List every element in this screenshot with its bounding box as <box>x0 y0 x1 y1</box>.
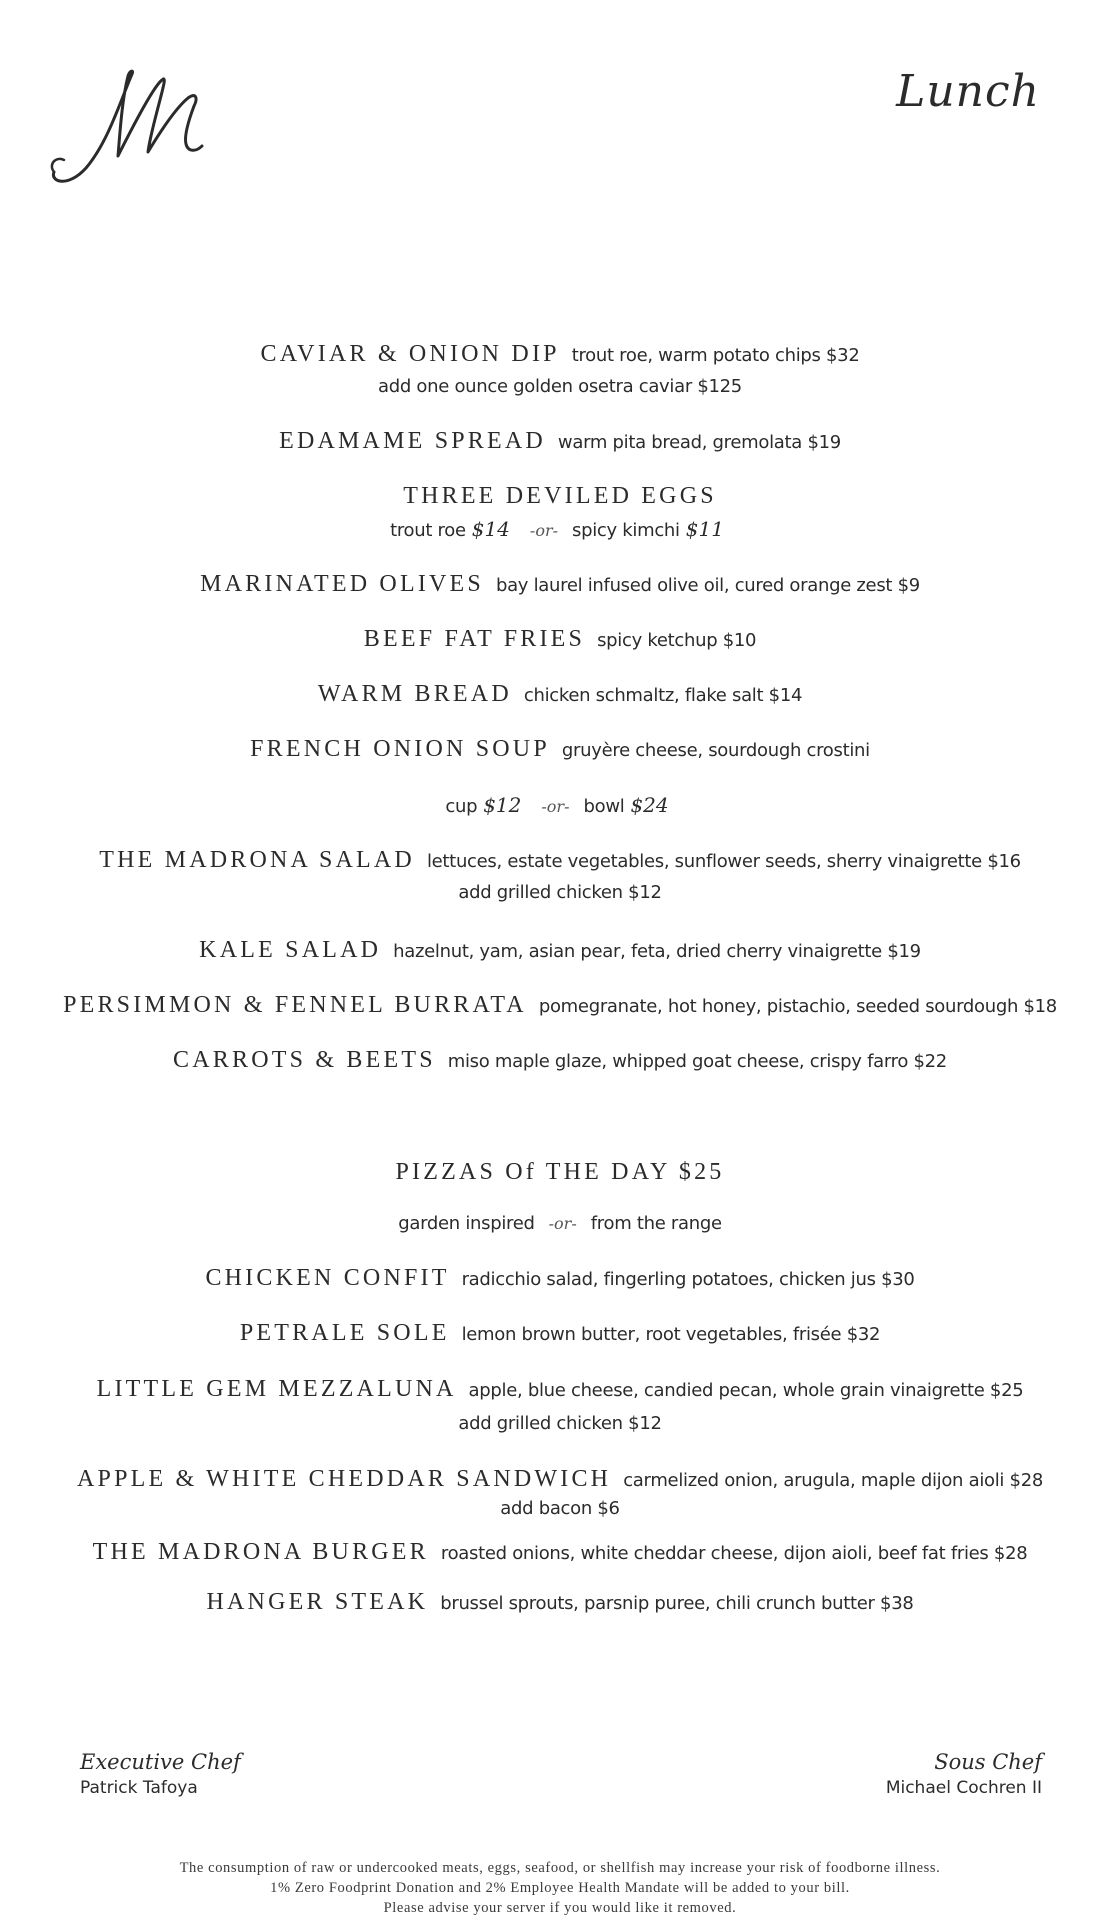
option-price: $14 <box>471 517 510 541</box>
dish-description: apple, blue cheese, candied pecan, whole grain vinaigrette $25 <box>468 1380 1024 1401</box>
menu-item <box>0 481 1120 514</box>
option-label: from the range <box>590 1213 722 1234</box>
option-label: trout roe <box>390 520 466 541</box>
dish-name: CAVIAR & ONION DIP <box>260 341 560 367</box>
dish-description: warm pita bread, gremolata $19 <box>557 432 841 453</box>
menu-item <box>0 935 1120 968</box>
menu-item-addon <box>0 878 1120 909</box>
dish-description: brussel sprouts, parsnip puree, chili crunch butter $38 <box>440 1593 914 1614</box>
menu-item <box>0 1537 1120 1570</box>
dish-description: pomegranate, hot honey, pistachio, seeded sourdough $18 <box>538 996 1057 1017</box>
script-m-logo <box>46 60 206 185</box>
option-label: cup <box>445 796 478 817</box>
dish-name: BEEF FAT FRIES <box>363 626 586 652</box>
option-price: $24 <box>630 793 669 817</box>
dish-name: HANGER STEAK <box>206 1589 429 1615</box>
dish-name: APPLE & WHITE CHEDDAR SANDWICH <box>76 1466 612 1492</box>
option-label: bowl <box>583 796 625 817</box>
disclaimer-line: 1% Zero Foodprint Donation and 2% Employee Health Mandate will be added to your bill. <box>270 1880 850 1896</box>
executive-chef <box>80 1748 241 1800</box>
menu-item <box>0 1318 1120 1351</box>
dish-name: THE MADRONA SALAD <box>99 847 415 873</box>
dish-name: THE MADRONA BURGER <box>92 1539 429 1565</box>
option-price: $12 <box>483 793 522 817</box>
dish-name: PERSIMMON & FENNEL BURRATA <box>63 992 527 1018</box>
pizza-options <box>0 1209 1120 1240</box>
menu-item <box>0 990 1120 1023</box>
dish-name: MARINATED OLIVES <box>200 571 484 597</box>
dish-description: chicken schmaltz, flake salt $14 <box>523 685 803 706</box>
dish-description: roasted onions, white cheddar cheese, dijon aioli, beef fat fries $28 <box>440 1543 1028 1564</box>
dish-description: lemon brown butter, root vegetables, frisée $32 <box>461 1324 881 1345</box>
menu-item <box>0 624 1120 657</box>
menu-item <box>0 426 1120 459</box>
dish-description: lettuces, estate vegetables, sunflower seeds, sherry vinaigrette $16 <box>426 851 1021 872</box>
disclaimer-line: The consumption of raw or undercooked meats, eggs, seafood, or shellfish may increase your risk of foodborne illness. <box>179 1860 941 1876</box>
dish-name: KALE SALAD <box>199 937 382 963</box>
menu-item <box>0 845 1120 878</box>
dish-description: trout roe, warm potato chips $32 <box>571 345 860 366</box>
chef-name: Michael Cochren II <box>885 1778 1042 1798</box>
option-label: garden inspired <box>398 1213 535 1234</box>
dish-name: LITTLE GEM MEZZALUNA <box>96 1376 457 1402</box>
menu-item <box>0 679 1120 712</box>
addon-text: add grilled chicken $12 <box>458 882 662 903</box>
chef-role: Sous Chef <box>934 1750 1042 1774</box>
dish-description: bay laurel infused olive oil, cured orange zest $9 <box>495 575 920 596</box>
menu-item <box>0 734 1120 767</box>
addon-text: add bacon $6 <box>500 1498 620 1519</box>
dish-description: spicy ketchup $10 <box>597 630 757 651</box>
menu-item <box>0 1587 1120 1620</box>
or-separator: -or- <box>548 1214 577 1233</box>
or-separator: -or- <box>529 521 558 540</box>
dish-description: miso maple glaze, whipped goat cheese, crispy farro $22 <box>447 1051 947 1072</box>
section-title: PIZZAS Of THE DAY $25 <box>395 1159 725 1185</box>
dish-name: PETRALE SOLE <box>239 1320 450 1346</box>
menu-item-options <box>0 514 1120 547</box>
footer-disclaimer <box>0 1858 1120 1918</box>
menu-item <box>0 339 1120 372</box>
dish-name: WARM BREAD <box>317 681 512 707</box>
menu-item <box>0 569 1120 602</box>
dish-description: radicchio salad, fingerling potatoes, chicken jus $30 <box>461 1269 915 1290</box>
dish-description: hazelnut, yam, asian pear, feta, dried cherry vinaigrette $19 <box>393 941 921 962</box>
dish-description: carmelized onion, arugula, maple dijon aioli $28 <box>623 1470 1044 1491</box>
menu-item-addon <box>0 372 1120 403</box>
dish-description: gruyère cheese, sourdough crostini <box>561 740 870 761</box>
menu-item-addon <box>0 1494 1120 1525</box>
option-price: $11 <box>685 517 724 541</box>
option-label: spicy kimchi <box>572 520 680 541</box>
disclaimer-line: Please advise your server if you would like it removed. <box>383 1900 737 1916</box>
menu-item <box>0 1045 1120 1078</box>
menu-item <box>0 1464 1120 1497</box>
chef-name: Patrick Tafoya <box>80 1778 198 1798</box>
pizza-section-title <box>0 1157 1120 1190</box>
sous-chef <box>886 1748 1042 1800</box>
chef-role: Executive Chef <box>80 1750 241 1774</box>
menu-item-addon <box>0 1409 1120 1440</box>
dish-name: CARROTS & BEETS <box>173 1047 436 1073</box>
addon-text: add one ounce golden osetra caviar $125 <box>378 376 742 397</box>
dish-name: THREE DEVILED EGGS <box>403 483 717 509</box>
menu-item <box>0 1263 1120 1296</box>
restaurant-logo <box>46 60 206 185</box>
service-title: Lunch <box>896 66 1040 117</box>
addon-text: add grilled chicken $12 <box>458 1413 662 1434</box>
menu-item <box>0 1374 1120 1407</box>
menu-item-options <box>0 790 1120 823</box>
dish-name: CHICKEN CONFIT <box>205 1265 450 1291</box>
or-separator: -or- <box>541 797 570 816</box>
dish-name: FRENCH ONION SOUP <box>250 736 550 762</box>
dish-name: EDAMAME SPREAD <box>279 428 546 454</box>
